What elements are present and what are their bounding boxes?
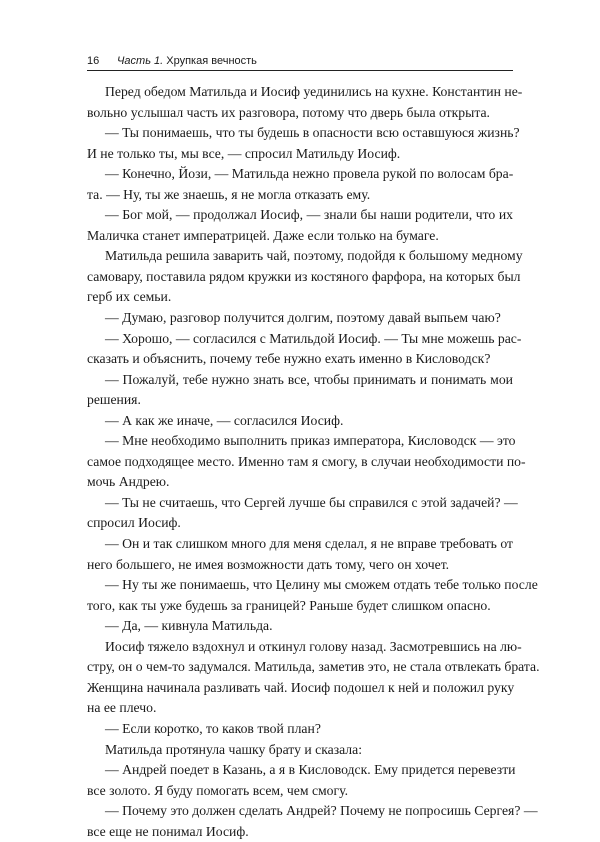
text-line: вольно услышал часть их разговора, потому что дверь была открыта. [87, 104, 490, 120]
text-line: — Почему это должен сделать Андрей? Почему не попросишь Сергея? — [105, 803, 538, 819]
text-line: все золото. Я буду помогать всем, чем смогу. [87, 782, 349, 798]
text-line: та. — Ну, ты же знаешь, я не могла отказать ему. [87, 186, 371, 202]
page-number: 16 [87, 55, 100, 67]
running-header [87, 55, 513, 71]
text-line: — Мне необходимо выполнить приказ императора, Кисловодск — это [105, 433, 516, 449]
text-line: все еще не понимал Иосиф. [87, 823, 249, 839]
text-line: — Хорошо, — согласился с Матильдой Иосиф. — Ты мне можешь рас- [105, 330, 522, 346]
header-title [117, 55, 257, 68]
text-line: самовару, поставила рядом кружки из костяного фарфора, на которых был [87, 268, 521, 284]
text-line: — Пожалуй, тебе нужно знать все, чтобы принимать и понимать мои [105, 371, 513, 387]
text-line: — Бог мой, — продолжал Иосиф, — знали бы наши родители, что их [105, 207, 513, 223]
text-line: Иосиф тяжело вздохнул и откинул голову назад. Засмотревшись на лю- [105, 638, 522, 654]
text-line: мочь Андрею. [87, 474, 170, 490]
text-line: — Если коротко, то каков твой план? [105, 720, 321, 736]
text-line: И не только ты, мы все, — спросил Матильду Иосиф. [87, 145, 401, 161]
text-line: — Конечно, Йози, — Матильда нежно провела рукой по волосам бра- [105, 166, 514, 182]
text-line: Перед обедом Матильда и Иосиф уединились на кухне. Константин не- [105, 84, 523, 99]
text-line: того, как ты уже будешь за границей? Раньше будет слишком опасно. [87, 597, 491, 613]
text-line: стру, он о чем-то задумался. Матильда, заметив это, не стала отвлекать брата. [87, 659, 540, 675]
text-line: — Ты не считаешь, что Сергей лучше бы справился с этой задачей? — [105, 494, 518, 510]
text-line: решения. [87, 392, 141, 408]
text-line: Маличка станет императрицей. Даже если только на бумаге. [87, 227, 439, 243]
text-line: герб их семьи. [87, 289, 172, 305]
text-line: Матильда решила заварить чай, поэтому, подойдя к большому медному [105, 248, 523, 264]
text-line: Женщина начинала разливать чай. Иосиф подошел к ней и положил руку [87, 679, 515, 695]
text-line: — Он и так слишком много для меня сделал, я не вправе требовать от [105, 536, 513, 552]
body-text [87, 82, 540, 842]
header-part: Часть 1. [117, 55, 164, 67]
text-line: — Да, — кивнула Матильда. [105, 618, 273, 634]
text-line: на ее плечо. [87, 700, 157, 716]
text-line: него большего, не имея возможности дать тому, чего он хочет. [87, 556, 450, 572]
text-line: сказать и объяснить, почему тебе нужно ехать именно в Кисловодск? [87, 351, 491, 367]
text-line: — Андрей поедет в Казань, а я в Кисловодск. Ему придется перевезти [105, 762, 516, 778]
header-book-title: Хрупкая вечность [166, 55, 257, 67]
text-line: самое подходящее место. Именно там я смогу, в случаи необходимости по- [87, 453, 526, 469]
text-line: — Думаю, разговор получится долгим, поэтому давай выпьем чаю? [105, 310, 501, 326]
text-line: Матильда протянула чашку брату и сказала: [105, 741, 363, 757]
text-line: — Ну ты же понимаешь, что Целину мы сможем отдать тебе только после [105, 577, 538, 593]
text-line: спросил Иосиф. [87, 515, 181, 531]
text-line: — Ты понимаешь, что ты будешь в опасности всю оставшуюся жизнь? [105, 125, 520, 141]
text-line: — А как же иначе, — согласился Иосиф. [105, 412, 344, 428]
